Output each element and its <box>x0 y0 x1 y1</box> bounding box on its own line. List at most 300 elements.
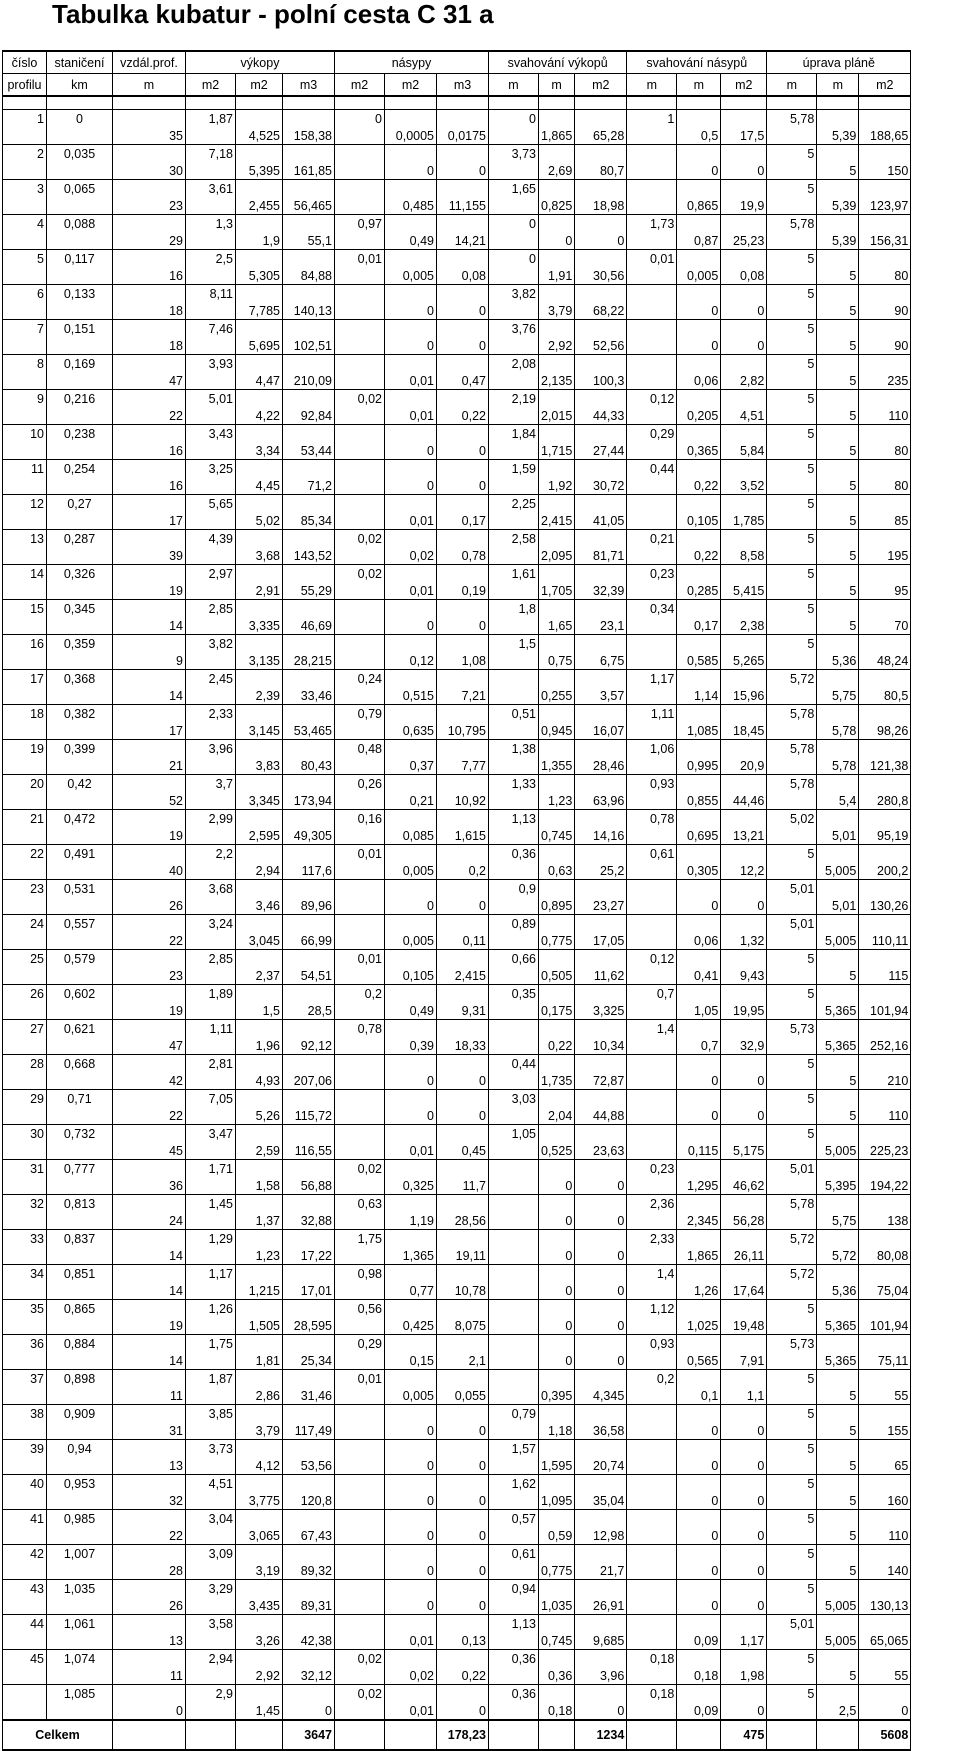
segment-cell: 0,745 <box>539 827 575 845</box>
segment-cell: 158,38 <box>283 127 335 145</box>
profile-cell <box>575 1580 627 1598</box>
segment-cell: 5 <box>817 372 859 390</box>
profile-cell <box>677 915 721 933</box>
profile-row <box>3 1580 911 1598</box>
profile-cell <box>859 1685 911 1703</box>
segment-cell <box>627 372 677 390</box>
segment-cell <box>767 757 817 775</box>
profile-cell <box>385 1615 437 1633</box>
profile-cell: 5 <box>767 1370 817 1388</box>
profile-cell: 0,035 <box>47 145 113 163</box>
profile-cell <box>817 390 859 408</box>
segment-cell <box>47 232 113 250</box>
header-unit: m <box>627 74 677 97</box>
segment-cell: 0,395 <box>539 1387 575 1405</box>
segment-cell <box>335 1562 385 1580</box>
profile-cell <box>817 1335 859 1353</box>
segment-cell <box>186 302 236 320</box>
profile-cell <box>113 600 186 618</box>
segment-cell: 31,46 <box>283 1387 335 1405</box>
profile-cell: 1,71 <box>186 1160 236 1178</box>
profile-cell: 5 <box>767 460 817 478</box>
profile-cell <box>677 460 721 478</box>
profile-cell <box>817 250 859 268</box>
segment-row <box>3 1527 911 1545</box>
segment-cell: 80 <box>859 267 911 285</box>
segment-cell <box>186 1002 236 1020</box>
segment-cell: 0,485 <box>385 197 437 215</box>
segment-cell <box>335 1387 385 1405</box>
segment-cell <box>47 372 113 390</box>
segment-cell: 20,9 <box>721 757 767 775</box>
segment-cell: 5,84 <box>721 442 767 460</box>
segment-cell <box>47 1422 113 1440</box>
profile-cell: 0,2 <box>627 1370 677 1388</box>
segment-cell <box>767 162 817 180</box>
profile-cell <box>437 565 489 583</box>
profile-cell <box>575 845 627 863</box>
profile-cell <box>677 425 721 443</box>
profile-cell <box>677 320 721 338</box>
segment-cell: 1,1 <box>721 1387 767 1405</box>
segment-cell: 5,005 <box>817 932 859 950</box>
profile-cell <box>575 1265 627 1283</box>
profile-cell <box>539 600 575 618</box>
profile-cell <box>575 775 627 793</box>
profile-cell <box>283 1685 335 1703</box>
profile-cell: 25 <box>3 950 47 968</box>
profile-cell <box>575 565 627 583</box>
segment-cell: 0,01 <box>385 1142 437 1160</box>
profile-cell <box>721 320 767 338</box>
segment-cell: 42,38 <box>283 1632 335 1650</box>
profile-cell: 0 <box>47 110 113 128</box>
segment-cell: 5,75 <box>817 1212 859 1230</box>
profile-cell <box>539 740 575 758</box>
segment-cell: 1,65 <box>539 617 575 635</box>
segment-cell <box>186 1457 236 1475</box>
profile-cell: 42 <box>3 1545 47 1563</box>
profile-cell <box>385 110 437 128</box>
segment-row <box>3 1142 911 1160</box>
segment-cell: 28,215 <box>283 652 335 670</box>
segment-cell: 5,695 <box>236 337 283 355</box>
profile-cell <box>385 1405 437 1423</box>
profile-cell <box>677 1615 721 1633</box>
segment-cell <box>335 1247 385 1265</box>
profile-cell: 0,602 <box>47 985 113 1003</box>
profile-cell: 0,35 <box>489 985 539 1003</box>
profile-cell <box>677 1090 721 1108</box>
profile-cell: 0,7 <box>627 985 677 1003</box>
profile-cell <box>721 180 767 198</box>
segment-cell <box>186 372 236 390</box>
segment-cell: 0,77 <box>385 1282 437 1300</box>
segment-cell: 1,095 <box>539 1492 575 1510</box>
profile-cell: 3,29 <box>186 1580 236 1598</box>
segment-cell: 0 <box>437 1702 489 1720</box>
profile-cell <box>437 1615 489 1633</box>
segment-cell <box>3 162 47 180</box>
segment-cell <box>3 1282 47 1300</box>
segment-cell: 56,28 <box>721 1212 767 1230</box>
total-nasypy: 178,23 <box>437 1720 489 1750</box>
profile-cell <box>283 110 335 128</box>
profile-cell <box>677 1650 721 1668</box>
profile-cell: 1,4 <box>627 1020 677 1038</box>
segment-cell: 1,58 <box>236 1177 283 1195</box>
segment-cell: 130,13 <box>859 1597 911 1615</box>
profile-cell <box>236 810 283 828</box>
profile-cell <box>627 1055 677 1073</box>
profile-cell <box>437 425 489 443</box>
segment-cell: 3,345 <box>236 792 283 810</box>
segment-cell: 19,11 <box>437 1247 489 1265</box>
profile-cell <box>437 1055 489 1073</box>
profile-cell <box>437 145 489 163</box>
segment-cell: 160 <box>859 1492 911 1510</box>
profile-cell <box>627 635 677 653</box>
segment-cell <box>627 827 677 845</box>
profile-cell: 13 <box>3 530 47 548</box>
segment-cell: 0,115 <box>677 1142 721 1160</box>
segment-cell <box>767 1002 817 1020</box>
profile-cell <box>437 1195 489 1213</box>
segment-cell: 5,36 <box>817 652 859 670</box>
segment-cell: 5,02 <box>236 512 283 530</box>
profile-cell <box>236 320 283 338</box>
segment-cell: 0,695 <box>677 827 721 845</box>
segment-cell: 0 <box>385 1562 437 1580</box>
profile-cell <box>236 1020 283 1038</box>
segment-cell <box>3 862 47 880</box>
profile-cell: 0,01 <box>627 250 677 268</box>
profile-cell <box>817 180 859 198</box>
segment-cell: 280,8 <box>859 792 911 810</box>
segment-row <box>3 932 911 950</box>
profile-cell <box>283 1580 335 1598</box>
profile-cell <box>677 775 721 793</box>
segment-cell: 117,49 <box>283 1422 335 1440</box>
profile-cell <box>335 635 385 653</box>
segment-cell: 28,56 <box>437 1212 489 1230</box>
segment-cell: 36,58 <box>575 1422 627 1440</box>
profile-cell: 5 <box>767 320 817 338</box>
segment-cell: 0,505 <box>539 967 575 985</box>
segment-cell: 0 <box>721 302 767 320</box>
segment-cell <box>627 757 677 775</box>
segment-cell <box>489 232 539 250</box>
segment-cell: 1,865 <box>677 1247 721 1265</box>
segment-cell <box>489 967 539 985</box>
profile-cell <box>721 1335 767 1353</box>
segment-cell: 188,65 <box>859 127 911 145</box>
profile-cell <box>539 950 575 968</box>
segment-cell <box>627 267 677 285</box>
segment-cell: 1,98 <box>721 1667 767 1685</box>
segment-cell <box>767 897 817 915</box>
segment-cell <box>47 1527 113 1545</box>
segment-cell <box>47 1282 113 1300</box>
profile-cell <box>539 565 575 583</box>
profile-cell: 5,73 <box>767 1020 817 1038</box>
segment-cell <box>186 407 236 425</box>
profile-cell: 19 <box>3 740 47 758</box>
profile-cell: 3,96 <box>186 740 236 758</box>
profile-cell <box>437 985 489 1003</box>
segment-cell: 22 <box>113 1527 186 1545</box>
segment-cell <box>3 1037 47 1055</box>
profile-row <box>3 1510 911 1528</box>
segment-row <box>3 267 911 285</box>
profile-cell <box>113 1545 186 1563</box>
segment-cell: 17,64 <box>721 1282 767 1300</box>
profile-cell: 1,45 <box>186 1195 236 1213</box>
segment-cell: 46,69 <box>283 617 335 635</box>
profile-cell <box>677 1230 721 1248</box>
profile-cell: 5 <box>767 355 817 373</box>
profile-cell <box>539 1510 575 1528</box>
profile-cell: 3,09 <box>186 1545 236 1563</box>
segment-cell <box>489 477 539 495</box>
segment-cell: 0 <box>385 302 437 320</box>
segment-cell: 3,775 <box>236 1492 283 1510</box>
profile-row <box>3 565 911 583</box>
header-col-svah-nasypu: svahování násypů <box>627 51 767 74</box>
profile-cell <box>575 810 627 828</box>
segment-cell: 3,135 <box>236 652 283 670</box>
profile-cell: 1,074 <box>47 1650 113 1668</box>
segment-cell: 0,855 <box>677 792 721 810</box>
profile-cell: 0,23 <box>627 565 677 583</box>
profile-cell <box>236 1230 283 1248</box>
profile-cell: 11 <box>3 460 47 478</box>
profile-cell <box>437 1475 489 1493</box>
segment-cell: 1,05 <box>677 1002 721 1020</box>
segment-cell <box>489 1282 539 1300</box>
profile-cell <box>236 950 283 968</box>
segment-cell: 0,19 <box>437 582 489 600</box>
profile-cell <box>539 1475 575 1493</box>
profile-cell <box>283 1510 335 1528</box>
profile-cell <box>113 390 186 408</box>
profile-cell <box>575 180 627 198</box>
profile-cell <box>859 285 911 303</box>
profile-cell <box>283 880 335 898</box>
segment-cell: 0 <box>437 162 489 180</box>
profile-cell <box>575 950 627 968</box>
profile-cell <box>236 1195 283 1213</box>
profile-cell <box>721 285 767 303</box>
profile-cell <box>236 1580 283 1598</box>
profile-cell <box>817 495 859 513</box>
segment-cell <box>3 512 47 530</box>
profile-cell <box>539 1300 575 1318</box>
profile-cell <box>817 915 859 933</box>
segment-cell <box>627 652 677 670</box>
profile-cell <box>385 390 437 408</box>
profile-cell <box>385 180 437 198</box>
segment-cell: 0 <box>437 337 489 355</box>
segment-cell: 2,94 <box>236 862 283 880</box>
segment-cell: 2,5 <box>817 1702 859 1720</box>
profile-cell <box>335 880 385 898</box>
segment-cell: 0,02 <box>385 1667 437 1685</box>
segment-cell: 210 <box>859 1072 911 1090</box>
profile-cell <box>575 1475 627 1493</box>
profile-cell: 1,61 <box>489 565 539 583</box>
segment-cell: 10,795 <box>437 722 489 740</box>
profile-cell <box>335 425 385 443</box>
segment-cell <box>335 1702 385 1720</box>
segment-cell: 1,785 <box>721 512 767 530</box>
segment-cell: 2,095 <box>539 547 575 565</box>
profile-cell <box>113 740 186 758</box>
segment-cell <box>489 1317 539 1335</box>
profile-cell <box>817 530 859 548</box>
profile-cell: 0,16 <box>335 810 385 828</box>
segment-cell <box>627 897 677 915</box>
segment-cell: 49,305 <box>283 827 335 845</box>
segment-cell <box>627 1702 677 1720</box>
segment-cell: 1,715 <box>539 442 575 460</box>
profile-cell: 5 <box>767 425 817 443</box>
segment-cell <box>47 407 113 425</box>
profile-cell <box>817 1125 859 1143</box>
segment-cell <box>489 512 539 530</box>
segment-cell: 252,16 <box>859 1037 911 1055</box>
profile-cell: 5 <box>767 1405 817 1423</box>
profile-cell <box>283 250 335 268</box>
segment-cell: 100,3 <box>575 372 627 390</box>
profile-cell: 0,169 <box>47 355 113 373</box>
segment-cell: 0,745 <box>539 1632 575 1650</box>
profile-cell <box>283 600 335 618</box>
profile-cell <box>113 1685 186 1703</box>
profile-cell <box>236 1160 283 1178</box>
segment-cell <box>186 1212 236 1230</box>
profile-cell <box>859 1370 911 1388</box>
profile-cell <box>113 1125 186 1143</box>
profile-cell <box>385 530 437 548</box>
profile-cell: 0,02 <box>335 565 385 583</box>
profile-cell: 2 <box>3 145 47 163</box>
profile-cell <box>859 775 911 793</box>
profile-cell <box>385 425 437 443</box>
profile-cell <box>539 1440 575 1458</box>
profile-cell <box>539 1545 575 1563</box>
segment-cell <box>47 582 113 600</box>
profile-cell <box>539 1020 575 1038</box>
profile-cell: 9 <box>3 390 47 408</box>
segment-cell <box>47 792 113 810</box>
profile-cell <box>113 1440 186 1458</box>
profile-cell <box>817 1510 859 1528</box>
profile-cell <box>817 705 859 723</box>
segment-cell <box>335 127 385 145</box>
profile-cell: 0,01 <box>335 950 385 968</box>
profile-cell <box>283 810 335 828</box>
segment-cell <box>47 652 113 670</box>
profile-cell <box>677 1125 721 1143</box>
profile-cell: 0,151 <box>47 320 113 338</box>
segment-cell <box>489 1492 539 1510</box>
segment-cell: 2,135 <box>539 372 575 390</box>
segment-cell: 1,17 <box>721 1632 767 1650</box>
segment-cell: 2,69 <box>539 162 575 180</box>
header-unit: m2 <box>335 74 385 97</box>
profile-cell: 2,94 <box>186 1650 236 1668</box>
segment-cell <box>627 302 677 320</box>
profile-cell: 0,326 <box>47 565 113 583</box>
segment-cell <box>186 1492 236 1510</box>
profile-cell: 1,84 <box>489 425 539 443</box>
profile-cell: 38 <box>3 1405 47 1423</box>
segment-row <box>3 337 911 355</box>
segment-cell <box>627 337 677 355</box>
segment-cell <box>489 792 539 810</box>
segment-cell: 7,91 <box>721 1352 767 1370</box>
segment-cell <box>335 197 385 215</box>
segment-cell <box>489 372 539 390</box>
segment-cell <box>335 897 385 915</box>
profile-cell: 0,953 <box>47 1475 113 1493</box>
segment-cell <box>767 1212 817 1230</box>
header-unit: m2 <box>186 74 236 97</box>
profile-cell: 0,61 <box>489 1545 539 1563</box>
profile-cell <box>385 1055 437 1073</box>
spacer-cell <box>489 96 539 110</box>
segment-cell: 89,32 <box>283 1562 335 1580</box>
profile-cell <box>236 1475 283 1493</box>
segment-cell <box>186 162 236 180</box>
profile-cell <box>385 1090 437 1108</box>
segment-cell: 23,63 <box>575 1142 627 1160</box>
profile-row <box>3 985 911 1003</box>
segment-cell: 0 <box>385 477 437 495</box>
segment-cell: 15,96 <box>721 687 767 705</box>
segment-cell: 80 <box>859 477 911 495</box>
spacer-cell <box>437 96 489 110</box>
segment-cell <box>627 1037 677 1055</box>
profile-cell <box>283 1545 335 1563</box>
segment-cell <box>186 1282 236 1300</box>
segment-cell <box>489 652 539 670</box>
profile-cell <box>721 250 767 268</box>
segment-cell: 6,75 <box>575 652 627 670</box>
profile-cell <box>721 355 767 373</box>
profile-cell <box>575 215 627 233</box>
profile-cell <box>817 1615 859 1633</box>
profile-cell <box>677 1440 721 1458</box>
profile-cell <box>236 215 283 233</box>
segment-cell <box>3 1177 47 1195</box>
profile-cell <box>236 670 283 688</box>
profile-cell <box>539 985 575 1003</box>
total-label: Celkem <box>3 1720 113 1750</box>
segment-row <box>3 897 911 915</box>
segment-cell: 2,82 <box>721 372 767 390</box>
segment-cell <box>335 1527 385 1545</box>
segment-cell: 3,79 <box>539 302 575 320</box>
segment-cell: 0,285 <box>677 582 721 600</box>
segment-cell: 26,91 <box>575 1597 627 1615</box>
profile-cell <box>859 565 911 583</box>
segment-cell <box>47 127 113 145</box>
profile-cell <box>575 670 627 688</box>
profile-cell: 5 <box>767 845 817 863</box>
profile-cell <box>677 1055 721 1073</box>
